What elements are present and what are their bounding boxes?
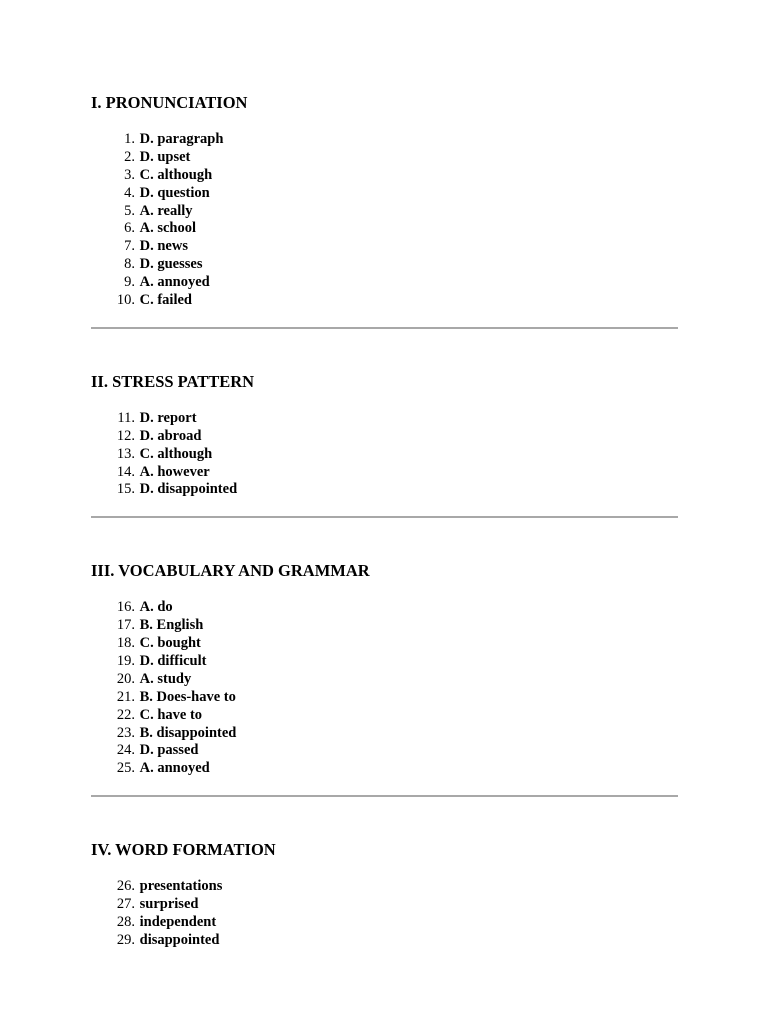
item-answer: presentations bbox=[139, 878, 223, 895]
answer-item bbox=[91, 725, 678, 743]
section-title: I. PRONUNCIATION bbox=[91, 93, 248, 112]
item-number: 19. bbox=[116, 653, 135, 670]
item-answer: D. news bbox=[139, 238, 188, 255]
item-answer: D. paragraph bbox=[139, 131, 224, 147]
item-number: 14. bbox=[116, 463, 135, 480]
item-number: 17. bbox=[116, 617, 135, 634]
answer-item bbox=[91, 220, 678, 238]
item-number: 20. bbox=[116, 670, 135, 687]
section-divider bbox=[91, 516, 678, 518]
answer-item bbox=[91, 131, 678, 149]
item-number: 29. bbox=[116, 931, 135, 948]
item-answer: D. guesses bbox=[139, 256, 203, 273]
item-answer: D. question bbox=[139, 184, 210, 201]
answer-item bbox=[91, 464, 678, 482]
item-answer: D. difficult bbox=[139, 653, 207, 670]
answer-item bbox=[91, 760, 678, 778]
item-answer: A. do bbox=[139, 599, 173, 616]
answer-item bbox=[91, 742, 678, 760]
answer-item bbox=[91, 878, 678, 896]
item-answer: disappointed bbox=[139, 931, 220, 948]
answer-item bbox=[91, 256, 678, 274]
answer-item bbox=[91, 707, 678, 725]
item-answer: C. although bbox=[139, 445, 213, 462]
item-number: 15. bbox=[116, 481, 135, 498]
answer-item bbox=[91, 896, 678, 914]
item-number: 5. bbox=[124, 202, 135, 219]
item-number: 12. bbox=[116, 427, 135, 444]
answer-list bbox=[91, 878, 678, 950]
answer-item bbox=[91, 914, 678, 932]
answer-list bbox=[91, 410, 678, 499]
section-divider bbox=[91, 795, 678, 797]
answer-item bbox=[91, 410, 678, 428]
item-answer: B. English bbox=[139, 617, 204, 634]
answer-list bbox=[91, 131, 678, 310]
item-answer: B. disappointed bbox=[139, 724, 237, 741]
item-number: 24. bbox=[116, 742, 135, 759]
item-answer: D. report bbox=[139, 409, 197, 426]
item-number: 23. bbox=[116, 724, 135, 741]
section-stress-pattern bbox=[91, 372, 678, 499]
item-number: 26. bbox=[116, 878, 135, 895]
item-number: 8. bbox=[124, 256, 135, 273]
item-number: 4. bbox=[124, 184, 135, 201]
answer-item bbox=[91, 689, 678, 707]
item-answer: A. study bbox=[139, 670, 192, 687]
item-number: 16. bbox=[116, 599, 135, 616]
item-answer: independent bbox=[139, 914, 217, 931]
item-answer: D. upset bbox=[139, 148, 191, 165]
item-answer: C. bought bbox=[139, 635, 201, 652]
item-number: 1. bbox=[124, 131, 135, 147]
section-title: IV. WORD FORMATION bbox=[91, 840, 276, 860]
item-number: 2. bbox=[124, 148, 135, 165]
answer-item bbox=[91, 617, 678, 635]
item-number: 18. bbox=[116, 635, 135, 652]
answer-item bbox=[91, 446, 678, 464]
section-vocabulary-grammar bbox=[91, 561, 678, 778]
section-pronunciation bbox=[91, 93, 678, 310]
answer-item bbox=[91, 428, 678, 446]
answer-list bbox=[91, 599, 678, 778]
item-number: 3. bbox=[124, 166, 135, 183]
answer-item bbox=[91, 167, 678, 185]
item-answer: B. Does-have to bbox=[139, 688, 236, 705]
answer-item bbox=[91, 238, 678, 256]
section-title: II. STRESS PATTERN bbox=[91, 371, 255, 391]
item-number: 27. bbox=[116, 896, 135, 913]
answer-key-document bbox=[91, 93, 678, 950]
item-number: 28. bbox=[116, 914, 135, 931]
answer-item bbox=[91, 635, 678, 653]
item-answer: A. annoyed bbox=[139, 760, 210, 777]
answer-item bbox=[91, 653, 678, 671]
item-answer: D. abroad bbox=[139, 427, 202, 444]
answer-item bbox=[91, 292, 678, 310]
answer-item bbox=[91, 203, 678, 221]
item-answer: D. disappointed bbox=[139, 481, 238, 498]
item-number: 22. bbox=[116, 706, 135, 723]
item-number: 25. bbox=[116, 760, 135, 777]
item-answer: A. school bbox=[139, 220, 197, 237]
item-answer: A. annoyed bbox=[139, 274, 210, 291]
item-number: 7. bbox=[124, 238, 135, 255]
item-number: 6. bbox=[124, 220, 135, 237]
item-answer: C. have to bbox=[139, 706, 203, 723]
item-number: 13. bbox=[116, 445, 135, 462]
item-answer: C. although bbox=[139, 166, 213, 183]
item-number: 9. bbox=[124, 274, 135, 291]
section-word-formation bbox=[91, 840, 678, 950]
item-answer: A. really bbox=[139, 202, 193, 219]
item-number: 21. bbox=[116, 688, 135, 705]
item-answer: A. however bbox=[139, 463, 210, 480]
answer-item bbox=[91, 671, 678, 689]
answer-item bbox=[91, 149, 678, 167]
answer-item bbox=[91, 481, 678, 499]
section-divider bbox=[91, 327, 678, 329]
answer-item bbox=[91, 185, 678, 203]
item-number: 11. bbox=[117, 409, 135, 426]
item-answer: C. failed bbox=[139, 292, 192, 309]
item-answer: surprised bbox=[139, 896, 199, 913]
answer-item bbox=[91, 274, 678, 292]
item-number: 10. bbox=[116, 292, 135, 309]
section-title: III. VOCABULARY AND GRAMMAR bbox=[91, 561, 370, 581]
item-answer: D. passed bbox=[139, 742, 199, 759]
answer-item bbox=[91, 599, 678, 617]
answer-item bbox=[91, 932, 678, 950]
